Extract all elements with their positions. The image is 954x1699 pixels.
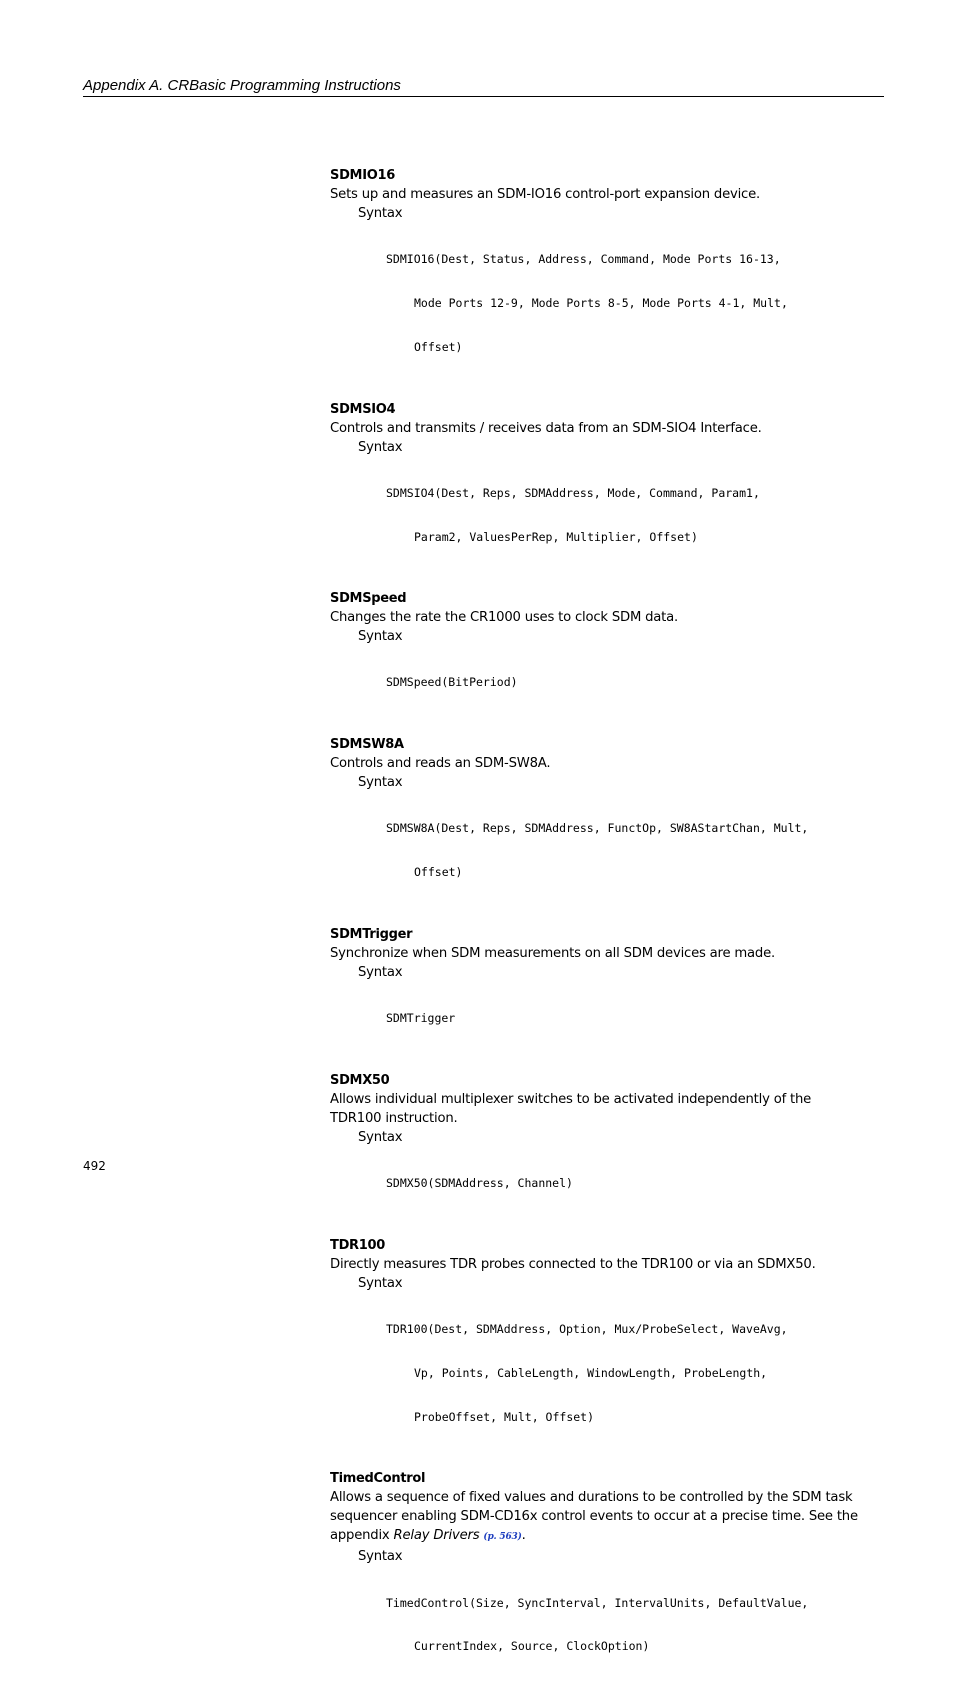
instruction-entry <box>330 1236 860 1454</box>
cross-reference-title: Relay Drivers <box>393 1528 480 1544</box>
syntax-code <box>386 1566 860 1683</box>
page-number: 492 <box>83 1159 106 1173</box>
code-line: TDR100(Dest, SDMAddress, Option, Mux/ProbeSelect, WaveAvg, <box>386 1322 788 1337</box>
instruction-title: SDMTrigger <box>330 927 413 942</box>
syntax-code <box>386 1147 860 1220</box>
code-line: SDMSW8A(Dest, Reps, SDMAddress, FunctOp, SW8AStartChan, Mult, <box>386 821 809 836</box>
page-reference-link[interactable]: (p. 563) <box>483 1532 522 1543</box>
instruction-description: Sets up and measures an SDM-IO16 control-port expansion device. <box>330 187 761 202</box>
syntax-code <box>386 792 860 909</box>
instruction-entry <box>330 589 860 719</box>
instruction-description: Changes the rate the CR1000 uses to clock SDM data. <box>330 610 679 626</box>
syntax-code <box>386 982 860 1055</box>
code-line: Offset) <box>414 339 463 354</box>
syntax-label: Syntax <box>358 1275 403 1291</box>
instruction-title: SDMX50 <box>330 1072 390 1088</box>
syntax-code <box>386 223 860 384</box>
instruction-entry <box>330 735 860 909</box>
code-line: SDMTrigger <box>386 1011 456 1026</box>
code-line: SDMX50(SDMAddress, Channel) <box>386 1176 573 1191</box>
instruction-description: Allows individual multiplexer switches to be activated independently of the TDR100 instruction. <box>330 1091 812 1126</box>
instruction-entry <box>330 1071 860 1220</box>
instruction-entry <box>330 1469 860 1683</box>
description-text: Allows a sequence of fixed values and durations to be controlled by the SDM task sequencer enabling SDM-CD16x control events to occur at a precise time. See the appendix <box>330 1490 858 1544</box>
code-line: SDMSpeed(BitPeriod) <box>386 675 518 690</box>
running-header <box>83 76 884 97</box>
code-line: Mode Ports 12-9, Mode Ports 8-5, Mode Ports 4-1, Mult, <box>414 295 788 310</box>
instruction-description: Controls and reads an SDM-SW8A. <box>330 756 551 772</box>
instruction-title: SDMIO16 <box>330 168 395 183</box>
code-line: Offset) <box>414 865 463 880</box>
syntax-label: Syntax <box>358 629 403 645</box>
syntax-label: Syntax <box>358 1129 403 1145</box>
instruction-list <box>330 166 860 1699</box>
code-line: SDMSIO4(Dest, Reps, SDMAddress, Mode, Command, Param1, <box>386 485 760 500</box>
code-line: Vp, Points, CableLength, WindowLength, ProbeLength, <box>414 1365 768 1380</box>
description-text: . <box>521 1528 526 1544</box>
syntax-code <box>386 1293 860 1454</box>
code-line: Param2, ValuesPerRep, Multiplier, Offset) <box>414 529 698 544</box>
instruction-description: Directly measures TDR probes connected to the TDR100 or via an SDMX50. <box>330 1256 816 1272</box>
instruction-entry <box>330 400 860 574</box>
instruction-entry <box>330 166 860 384</box>
code-line: SDMIO16(Dest, Status, Address, Command, Mode Ports 16-13, <box>386 252 781 267</box>
instruction-entry <box>330 925 860 1055</box>
code-line: CurrentIndex, Source, ClockOption) <box>414 1639 650 1654</box>
syntax-code <box>386 457 860 574</box>
code-line: ProbeOffset, Mult, Offset) <box>414 1409 595 1424</box>
code-line: TimedControl(Size, SyncInterval, IntervalUnits, DefaultValue, <box>386 1595 809 1610</box>
instruction-description <box>330 1488 860 1547</box>
instruction-description: Controls and transmits / receives data from an SDM-SIO4 Interface. <box>330 420 762 436</box>
syntax-label: Syntax <box>358 206 403 221</box>
syntax-label: Syntax <box>358 775 403 791</box>
syntax-code <box>386 646 860 719</box>
instruction-title: TDR100 <box>330 1237 386 1253</box>
instruction-title: SDMSW8A <box>330 737 404 753</box>
syntax-label: Syntax <box>358 1549 403 1565</box>
syntax-label: Syntax <box>358 965 403 980</box>
instruction-description: Synchronize when SDM measurements on all SDM devices are made. <box>330 946 775 961</box>
syntax-label: Syntax <box>358 439 403 455</box>
instruction-title: TimedControl <box>330 1471 426 1487</box>
header-title: Appendix A. CRBasic Programming Instructions <box>83 77 401 94</box>
instruction-title: SDMSpeed <box>330 591 407 607</box>
instruction-title: SDMSIO4 <box>330 401 396 417</box>
